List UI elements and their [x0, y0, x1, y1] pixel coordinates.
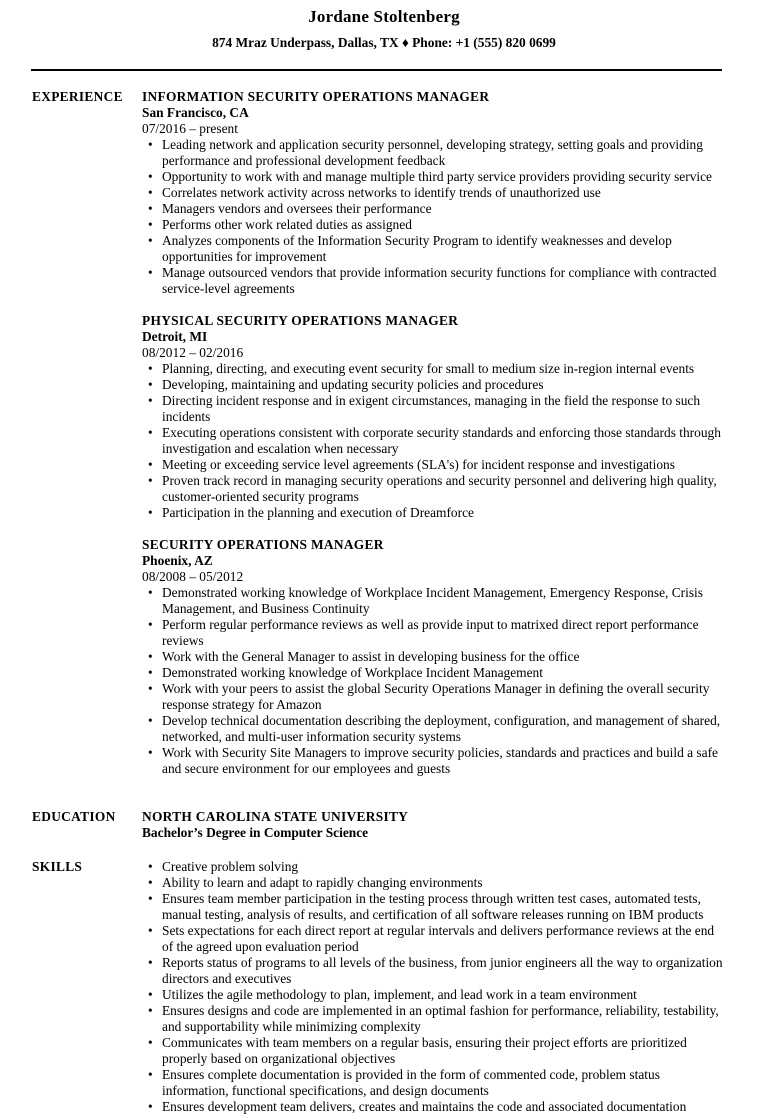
skills-body [142, 859, 726, 1115]
job-location: San Francisco, CA [142, 105, 249, 120]
skill-item: • Ensures development team delivers, creates and maintains the code and associated documentation [142, 1099, 726, 1115]
resume-header [0, 0, 768, 52]
job-title: INFORMATION SECURITY OPERATIONS MANAGER [142, 89, 490, 104]
job-location: Detroit, MI [142, 329, 208, 344]
section-label-skills: SKILLS [32, 859, 83, 874]
education-body [142, 809, 726, 841]
candidate-name: Jordane Stoltenberg [308, 7, 460, 26]
job-entry [142, 89, 726, 297]
skill-item: • Ensures complete documentation is provided in the form of commented code, problem status information, functional specifications, and design documents [142, 1067, 726, 1099]
job-bullet: • Work with your peers to assist the global Security Operations Manager in defining the overall security response strategy for Amazon [142, 681, 726, 713]
section-label-experience: EXPERIENCE [32, 89, 123, 104]
job-bullet: • Demonstrated working knowledge of Workplace Incident Management [142, 665, 726, 681]
job-bullet: • Meeting or exceeding service level agreements (SLA's) for incident response and investigations [142, 457, 726, 473]
job-title: SECURITY OPERATIONS MANAGER [142, 537, 384, 552]
job-bullet: • Managers vendors and oversees their performance [142, 201, 726, 217]
job-title: PHYSICAL SECURITY OPERATIONS MANAGER [142, 313, 459, 328]
job-location: Phoenix, AZ [142, 553, 213, 568]
job-bullet-list [142, 361, 726, 521]
skill-item: • Utilizes the agile methodology to plan, implement, and lead work in a team environment [142, 987, 726, 1003]
job-dates: 07/2016 – present [142, 121, 238, 136]
skill-item: • Reports status of programs to all levels of the business, from junior engineers all the way to organization directors and executives [142, 955, 726, 987]
job-bullet: • Opportunity to work with and manage multiple third party service providers providing security service [142, 169, 726, 185]
skill-item: • Creative problem solving [142, 859, 726, 875]
job-bullet: • Correlates network activity across networks to identify trends of unauthorized use [142, 185, 726, 201]
job-bullet: • Analyzes components of the Information Security Program to identify weaknesses and develop opportunities for improvement [142, 233, 726, 265]
job-bullet: • Performs other work related duties as assigned [142, 217, 726, 233]
job-bullet: • Work with the General Manager to assist in developing business for the office [142, 649, 726, 665]
header-divider [31, 69, 722, 71]
job-bullet: • Proven track record in managing security operations and security personnel and delivering high quality, customer-oriented security programs [142, 473, 726, 505]
experience-list [142, 89, 726, 793]
job-bullet: • Manage outsourced vendors that provide information security functions for compliance with contracted service-level agreements [142, 265, 726, 297]
skill-item: • Ability to learn and adapt to rapidly changing environments [142, 875, 726, 891]
job-entry [142, 313, 726, 521]
job-bullet-list [142, 585, 726, 777]
education-degree: Bachelor’s Degree in Computer Science [142, 825, 369, 840]
skill-item: • Communicates with team members on a regular basis, ensuring their project efforts are prioritized properly based on organizational objectives [142, 1035, 726, 1067]
job-bullet: • Executing operations consistent with corporate security standards and enforcing those standards through investigation and escalation when necessary [142, 425, 726, 457]
job-entry [142, 537, 726, 777]
skills-list [142, 859, 726, 1115]
skill-item: • Ensures designs and code are implemented in an optimal fashion for performance, reliability, testability, and supportability while minimizing complexity [142, 1003, 726, 1035]
job-bullet: • Participation in the planning and execution of Dreamforce [142, 505, 726, 521]
job-bullet: • Demonstrated working knowledge of Workplace Incident Management, Emergency Response, Crisis Management, and Business Continuity [142, 585, 726, 617]
job-bullet: • Perform regular performance reviews as well as provide input to matrixed direct report performance reviews [142, 617, 726, 649]
job-bullet: • Develop technical documentation describing the deployment, configuration, and management of shared, networked, and multi-user information security systems [142, 713, 726, 745]
job-bullet: • Planning, directing, and executing event security for small to medium size in-region internal events [142, 361, 726, 377]
skill-item: • Sets expectations for each direct report at regular intervals and delivers performance reviews at the end of the agreed upon evaluation period [142, 923, 726, 955]
job-bullet: • Leading network and application security personnel, developing strategy, setting goals and providing performance and professional development feedback [142, 137, 726, 169]
skill-item: • Ensures team member participation in the testing process through written test cases, automated tests, manual testing, analysis of results, and certification of all software releases running on IBM products [142, 891, 726, 923]
job-bullet: • Developing, maintaining and updating security policies and procedures [142, 377, 726, 393]
job-dates: 08/2008 – 05/2012 [142, 569, 244, 584]
job-bullet: • Work with Security Site Managers to improve security policies, standards and practices and build a safe and secure environment for our employees and guests [142, 745, 726, 777]
section-label-education: EDUCATION [32, 809, 116, 824]
job-bullet-list [142, 137, 726, 297]
education-school: NORTH CAROLINA STATE UNIVERSITY [142, 809, 409, 824]
job-dates: 08/2012 – 02/2016 [142, 345, 244, 360]
job-bullet: • Directing incident response and in exigent circumstances, managing in the field the response to such incidents [142, 393, 726, 425]
contact-line: 874 Mraz Underpass, Dallas, TX ♦ Phone: +1 (555) 820 0699 [212, 35, 556, 50]
